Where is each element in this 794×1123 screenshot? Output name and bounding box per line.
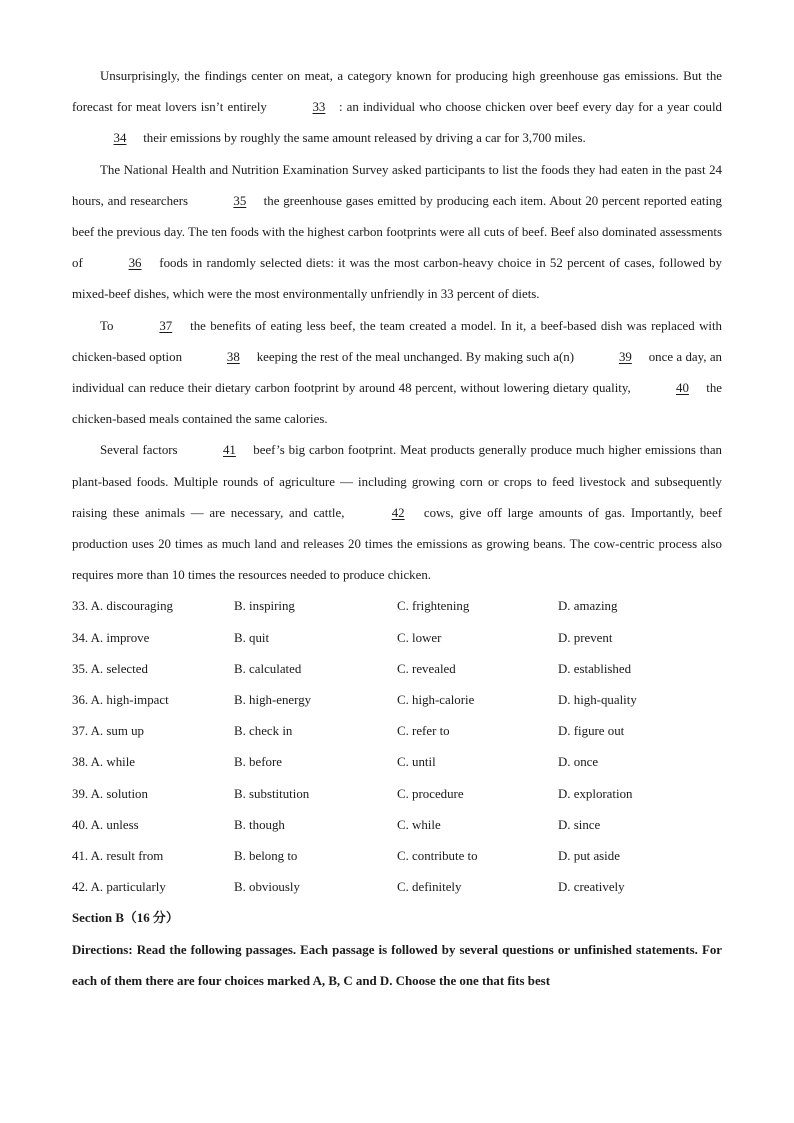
option-b: B. belong to [234, 848, 298, 863]
option-row [72, 810, 722, 841]
option-c: C. while [397, 817, 441, 832]
paragraph-text: To [100, 318, 118, 333]
option-d: D. established [558, 661, 632, 676]
option-row [72, 841, 722, 872]
blank-number: 37 [159, 318, 173, 333]
option-a: 33. A. discouraging [72, 599, 173, 614]
option-row [72, 591, 722, 622]
section-b-directions: Directions: Read the following passages. Each passage is followed by several questions or unfinished statements. For each of them there are four choices marked A, B, C and D. Choose the one that fits best [72, 942, 722, 988]
option-row [72, 623, 722, 654]
option-a: 36. A. high-impact [72, 693, 169, 708]
exam-page [72, 61, 722, 997]
passage-paragraph [72, 61, 722, 155]
blank-number: 39 [618, 349, 632, 364]
cloze-passage [72, 61, 722, 591]
option-a: 39. A. solution [72, 786, 148, 801]
option-b: B. calculated [234, 661, 302, 676]
passage-paragraph [72, 311, 722, 436]
paragraph-text: their emissions by roughly the same amount released by driving a car for 3,700 miles. [140, 131, 586, 146]
blank-number: 35 [233, 193, 247, 208]
option-d: D. prevent [558, 630, 613, 645]
option-a: 35. A. selected [72, 661, 148, 676]
option-row [72, 779, 722, 810]
option-a: 34. A. improve [72, 630, 150, 645]
option-row [72, 716, 722, 747]
option-a: 42. A. particularly [72, 880, 166, 895]
paragraph-text: Several factors [100, 443, 182, 458]
passage-paragraph [72, 155, 722, 311]
option-d: D. amazing [558, 599, 618, 614]
option-c: C. high-calorie [397, 693, 475, 708]
paragraph-text: beef’s big carbon footprint. Meat products generally produce much higher emissions than plant-based foods. Multiple rounds of agriculture — including growing corn or crops to feed livestock and subsequently raising these animals — are necessary, and cattle, [72, 443, 722, 520]
paragraph-text: once a day, an individual can reduce their dietary carbon footprint by around 48 percent, without lowering dietary quality, [72, 349, 722, 396]
option-b: B. high-energy [234, 693, 312, 708]
paragraph-text: Unsurprisingly, the findings center on meat, a category known for producing high greenhouse gas emissions. But the forecast for meat lovers isn’t entirely [72, 69, 722, 115]
option-d: D. high-quality [558, 693, 637, 708]
option-row [72, 654, 722, 685]
option-a: 37. A. sum up [72, 724, 144, 739]
paragraph-text: the greenhouse gases emitted by producing each item. About 20 percent reported eating beef the previous day. The ten foods with the highest carbon footprints were all cuts of beef. Beef also dominated assessments of [72, 193, 722, 271]
option-b: B. quit [234, 630, 270, 645]
option-c: C. revealed [397, 661, 456, 676]
option-c: C. frightening [397, 599, 470, 614]
paragraph-text: the chicken-based meals contained the same calories. [72, 381, 722, 427]
option-a: 38. A. while [72, 755, 136, 770]
option-d: D. once [558, 755, 599, 770]
option-c: C. refer to [397, 724, 450, 739]
option-c: C. contribute to [397, 848, 478, 863]
option-b: B. inspiring [234, 599, 295, 614]
option-b: B. though [234, 817, 285, 832]
answer-options [72, 591, 722, 903]
option-b: B. check in [234, 724, 293, 739]
blank-number: 42 [391, 505, 405, 520]
option-b: B. substitution [234, 786, 310, 801]
blank-number: 40 [676, 381, 689, 396]
option-d: D. since [558, 817, 601, 832]
paragraph-text: The National Health and Nutrition Examination Survey asked participants to list the foods they had eaten in the past 24 hours, and researchers [72, 162, 722, 208]
option-c: C. lower [397, 630, 442, 645]
blank-number: 41 [222, 443, 236, 458]
blank-number: 33 [312, 100, 326, 115]
option-c: C. procedure [397, 786, 464, 801]
option-c: C. definitely [397, 880, 462, 895]
blank-number: 36 [128, 256, 142, 271]
option-d: D. figure out [558, 724, 625, 739]
blank-number: 34 [113, 131, 127, 146]
option-b: B. obviously [234, 880, 300, 895]
paragraph-text: keeping the rest of the meal unchanged. By making such a(n) [253, 349, 578, 364]
option-d: D. creatively [558, 880, 625, 895]
paragraph-text: the benefits of eating less beef, the team created a model. In it, a beef-based dish was replaced with chicken-based option [72, 318, 722, 364]
option-a: 40. A. unless [72, 817, 139, 832]
option-d: D. exploration [558, 786, 633, 801]
option-row [72, 872, 722, 903]
paragraph-text: cows, give off large amounts of gas. Importantly, beef production uses 20 times as much land and releases 20 times the emissions as growing beans. The cow-centric process also requires more than 10 times the resources needed to produce chicken. [72, 505, 722, 583]
blank-number: 38 [226, 349, 240, 364]
option-row [72, 747, 722, 778]
passage-paragraph [72, 435, 722, 591]
option-row [72, 685, 722, 716]
option-b: B. before [234, 755, 282, 770]
option-c: C. until [397, 755, 436, 770]
option-a: 41. A. result from [72, 848, 164, 863]
paragraph-text: : an individual who choose chicken over beef every day for a year could [338, 100, 722, 115]
section-b-title: Section B（16 分） [72, 911, 179, 926]
option-d: D. put aside [558, 848, 620, 863]
paragraph-text: foods in randomly selected diets: it was the most carbon-heavy choice in 52 percent of cases, followed by mixed-beef dishes, which were the most environmentally unfriendly in 33 percent of diets. [72, 256, 722, 302]
